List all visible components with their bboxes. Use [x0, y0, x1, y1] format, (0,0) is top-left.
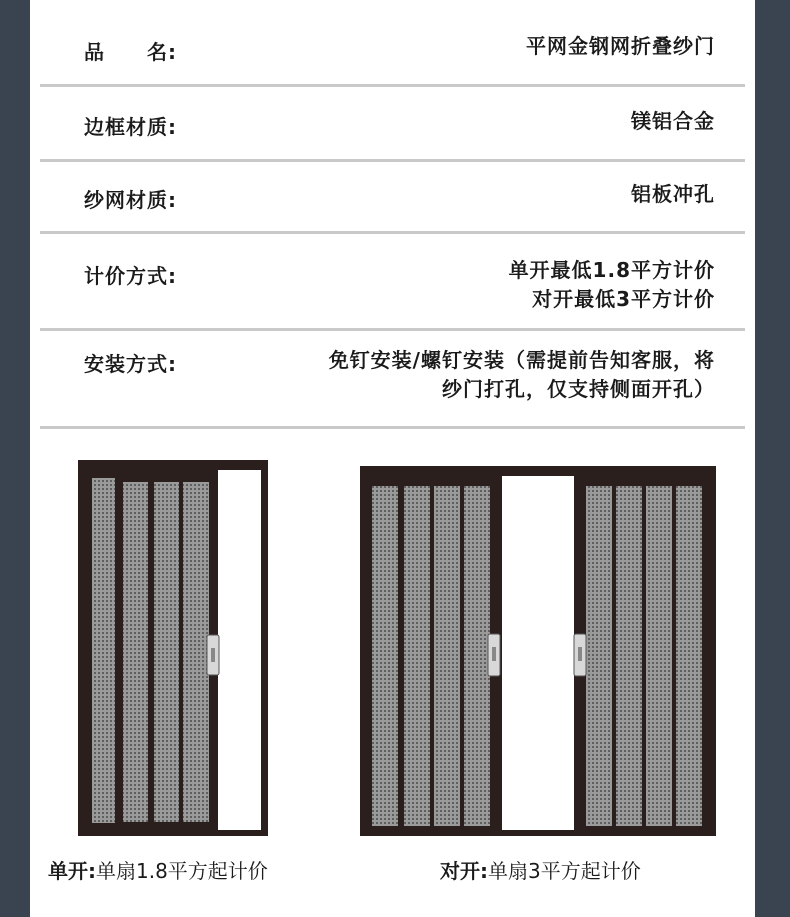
spec-value-line: 镁铝合金: [631, 109, 715, 133]
spec-value: [631, 107, 715, 136]
spec-row-product-name: [40, 0, 745, 87]
spec-value-line: 平网金钢网折叠纱门: [526, 34, 715, 58]
spec-label: 品 名:: [84, 40, 177, 64]
caption-text: 单扇3平方起计价: [488, 859, 641, 883]
spec-value: [509, 256, 715, 314]
single-door-illustration: [78, 460, 268, 836]
spec-row-mesh-material: [40, 162, 745, 234]
caption-prefix: 对开: [440, 859, 480, 883]
spec-label: 边框材质:: [84, 115, 177, 139]
spec-value-line: 单开最低1.8平方计价: [508, 258, 715, 282]
double-door-caption: 对开:单扇3平方起计价: [440, 859, 641, 883]
caption-text: 单扇1.8平方起计价: [96, 859, 268, 883]
spec-label: 安装方式:: [84, 352, 177, 376]
spec-row-pricing: [40, 234, 745, 331]
spec-value-line: 铝板冲孔: [631, 182, 715, 206]
spec-value-line: 纱门打孔，仅支持侧面开孔）: [442, 377, 715, 401]
spec-value: [526, 32, 715, 61]
single-door-caption: 单开:单扇1.8平方起计价: [48, 859, 268, 883]
spec-value-line: 对开最低3平方计价: [532, 287, 715, 311]
caption-prefix: 单开: [48, 859, 88, 883]
spec-value-line: 免钉安装/螺钉安装（需提前告知客服，将: [328, 348, 715, 372]
spec-row-frame-material: [40, 87, 745, 162]
spec-label: 纱网材质:: [84, 188, 177, 212]
double-door-illustration: [360, 466, 716, 836]
spec-label: 计价方式:: [84, 264, 177, 288]
spec-value: [631, 180, 715, 209]
spec-row-installation: [40, 331, 745, 429]
spec-value: [329, 346, 715, 404]
